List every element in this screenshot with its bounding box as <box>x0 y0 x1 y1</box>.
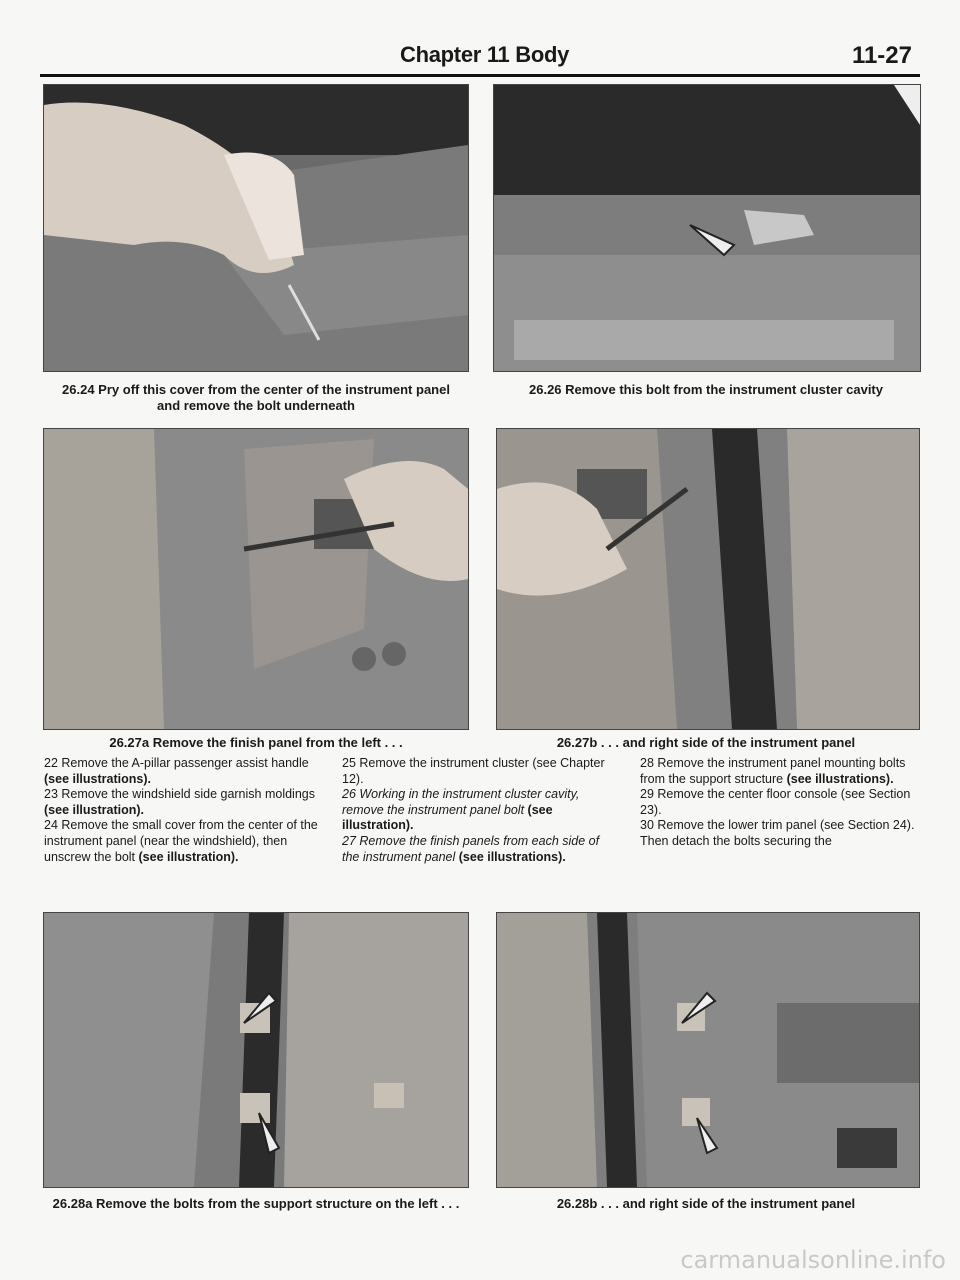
caption-26-24 <box>40 382 472 414</box>
caption-26-24-line2: and remove the bolt underneath <box>157 398 355 413</box>
caption-26-28b: 26.28b . . . and right side of the instrument panel <box>556 1196 856 1211</box>
caption-26-27b: 26.27b . . . and right side of the instrument panel <box>556 735 856 750</box>
step-28-text: 28 Remove the instrument panel mounting bolts from the support structure <box>640 756 906 786</box>
text-column-3 <box>640 756 916 850</box>
step-29-text: 29 Remove the center floor console (see Section 23). <box>640 787 911 817</box>
step-26-text: 26 Working in the instrument cluster cavity, remove the instrument panel bolt <box>342 787 580 817</box>
step-27 <box>342 834 618 865</box>
step-22-text: 22 Remove the A-pillar passenger assist handle <box>44 756 309 770</box>
step-26-ref: (see illustration). <box>342 802 553 833</box>
photo-26-24 <box>43 84 469 372</box>
caption-26-24-line1: 26.24 Pry off this cover from the center of the instrument panel <box>62 382 450 397</box>
step-23-text: 23 Remove the windshield side garnish moldings <box>44 787 315 802</box>
photo-26-28b <box>496 912 920 1188</box>
step-25-text: 25 Remove the instrument cluster (see Chapter 12). <box>342 756 605 786</box>
photo-26-27b <box>496 428 920 730</box>
text-column-2 <box>342 756 618 865</box>
caption-26-27a: 26.27a Remove the finish panel from the left . . . <box>109 735 403 750</box>
caption-26-26: 26.26 Remove this bolt from the instrument cluster cavity <box>529 382 883 397</box>
text-column-1 <box>44 756 320 865</box>
step-24-ref: (see illustration). <box>138 849 239 864</box>
step-24 <box>44 818 320 865</box>
page-number: 11-27 <box>851 42 912 69</box>
step-26 <box>342 787 618 834</box>
photo-26-26 <box>493 84 921 372</box>
step-22-ref: (see illustrations). <box>44 771 151 786</box>
step-28-ref: (see illustrations). <box>786 771 894 786</box>
step-30-text: 30 Remove the lower trim panel (see Section 24). Then detach the bolts securing the <box>640 818 915 848</box>
step-22 <box>44 756 320 787</box>
step-23 <box>44 787 320 818</box>
step-24-text: 24 Remove the small cover from the center of the instrument panel (near the windshield), then unscrew the bolt <box>44 818 318 864</box>
page-header <box>40 42 920 72</box>
header-rule <box>40 74 920 77</box>
step-29 <box>640 787 916 818</box>
step-30 <box>640 818 916 849</box>
step-23-ref: (see illustration). <box>44 802 145 817</box>
photo-26-28a <box>43 912 469 1188</box>
photo-26-27a <box>43 428 469 730</box>
step-25 <box>342 756 618 787</box>
watermark: carmanualsonline.info <box>680 1246 946 1274</box>
caption-26-28a: 26.28a Remove the bolts from the support structure on the left . . . <box>52 1196 460 1211</box>
step-27-text: 27 Remove the finish panels from each side of the instrument panel <box>342 833 600 864</box>
chapter-title: Chapter 11 Body <box>400 42 570 67</box>
step-28 <box>640 756 916 787</box>
step-27-ref: (see illustrations). <box>458 849 566 864</box>
